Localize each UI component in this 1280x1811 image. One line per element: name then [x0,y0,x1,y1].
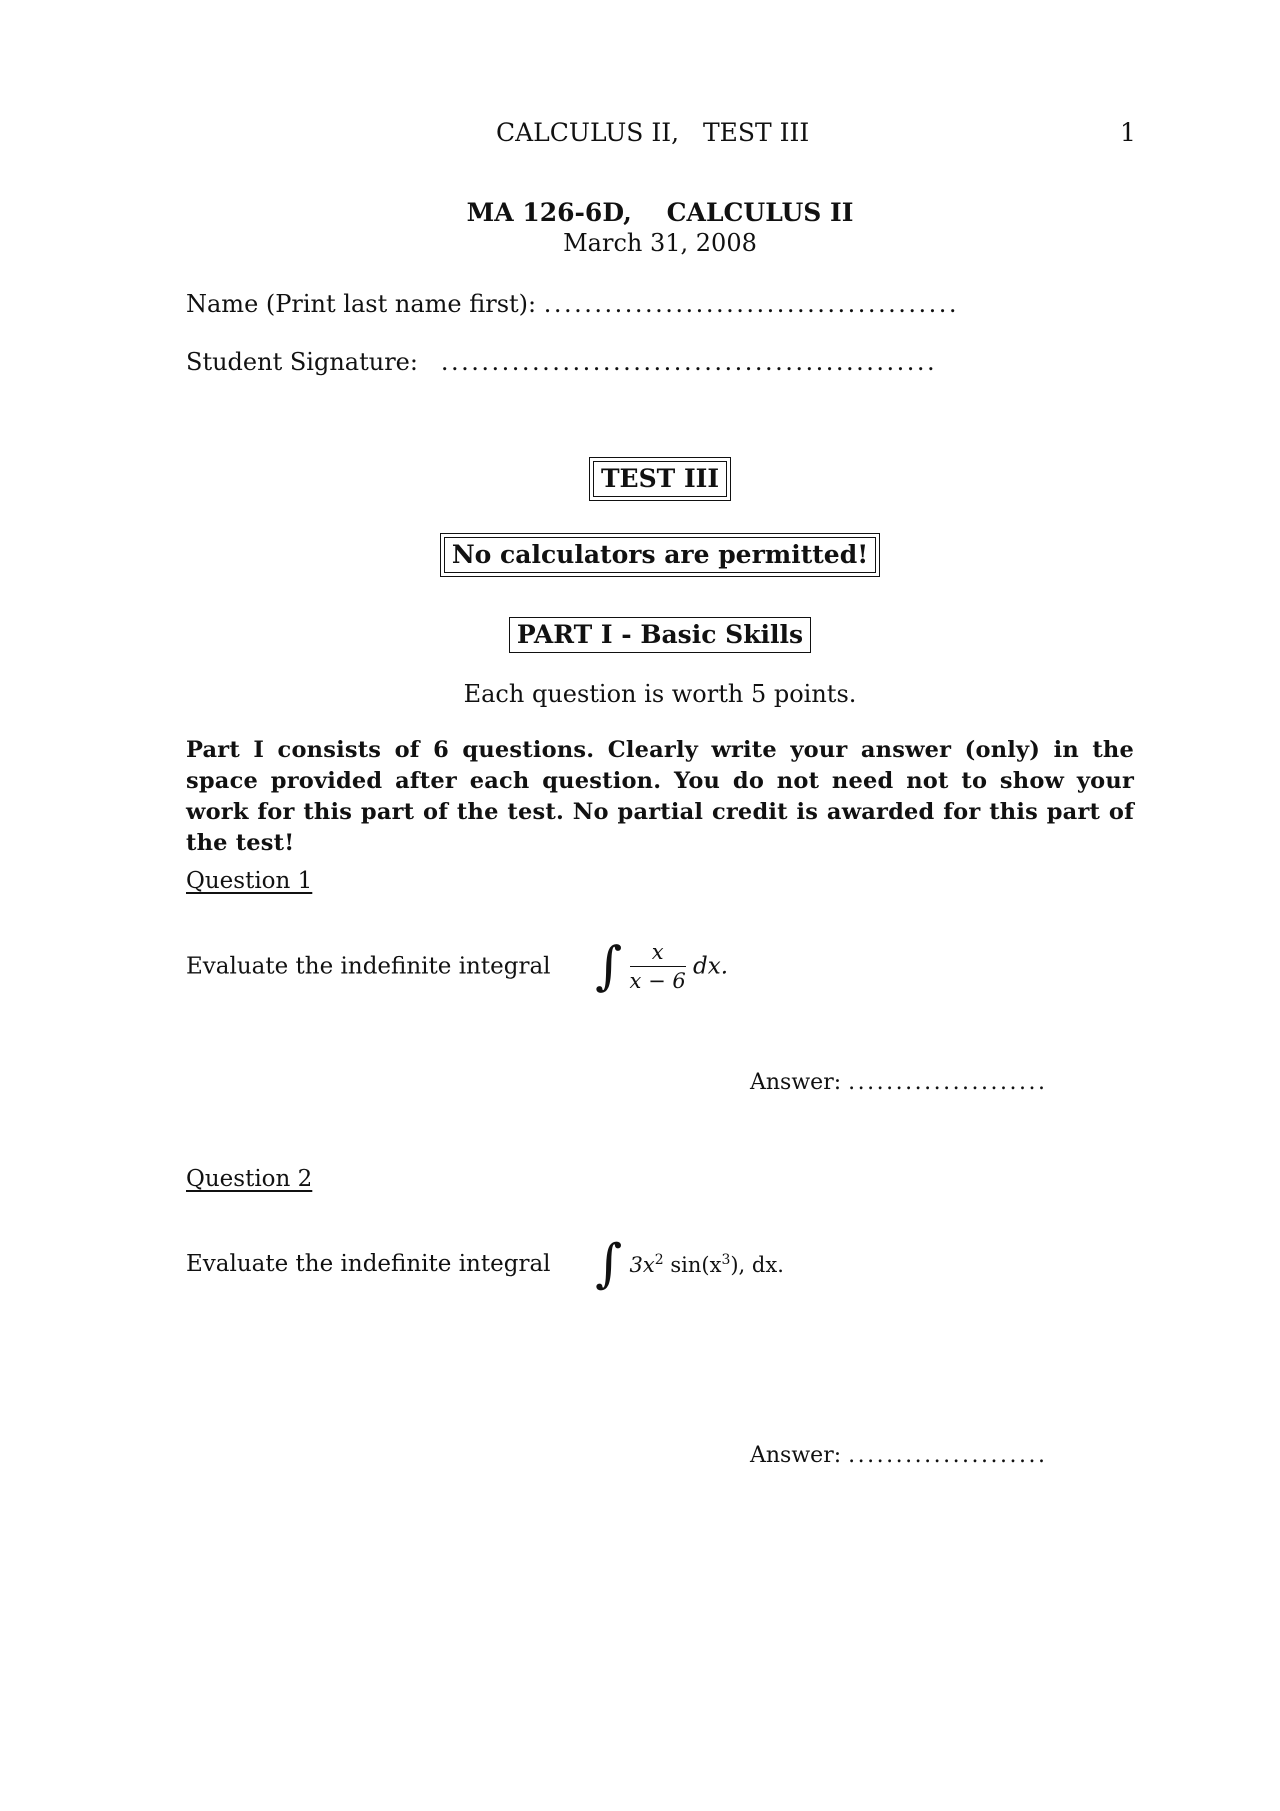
question-1-differential: dx. [693,953,729,980]
question-1-text: Evaluate the indefinite integral [186,953,551,980]
calculator-notice-box [0,533,1280,577]
question-1-answer-dots: ..................... [848,1070,1048,1095]
question-2-integrand: $3x^2$ $\sin(x^3)$, dx. [629,1251,784,1277]
question-2-prompt [186,1234,784,1294]
question-1-numerator: x [630,940,686,967]
test-label: TEST III [593,461,727,497]
name-label: Name (Print last name first): [186,290,537,318]
question-1-label: Question 1 [186,868,313,894]
name-field[interactable] [186,290,959,318]
page-number: 1 [1120,118,1136,147]
signature-field[interactable] [186,348,937,376]
question-2-label: Question 2 [186,1166,313,1192]
question-1-answer-label: Answer: [750,1070,842,1095]
integral-sign: ∫ [595,936,623,997]
running-test-label: TEST III [703,118,810,147]
signature-dots: ................................................. [440,348,938,376]
question-1-answer[interactable] [750,1070,1048,1095]
question-1-prompt [186,936,729,997]
calculator-notice: No calculators are permitted! [444,537,876,573]
points-note: Each question is worth 5 points. [463,680,857,708]
course-code: MA 126-6D, [466,198,632,227]
part-label-box [0,617,1280,653]
question-1-denominator: x − 6 [629,969,686,993]
instructions: Part I consists of 6 questions. Clearly write your answer (only) in the space provided after each question. You do not need not to show your work for this part of the test. No partial credit is awarded for this part of the test! [186,737,1134,856]
test-label-box [0,457,1280,501]
part-label: PART I - Basic Skills [509,617,811,653]
question-1-fraction [630,940,686,993]
name-dots: ......................................... [543,290,960,318]
integral-sign: ∫ [595,1234,623,1294]
signature-label: Student Signature: [186,348,418,376]
question-2-answer[interactable] [750,1443,1048,1468]
course-name: CALCULUS II [666,198,854,227]
question-2-text: Evaluate the indefinite integral [186,1251,551,1277]
course-title [0,198,1280,227]
exam-date: March 31, 2008 [563,229,757,257]
question-2-answer-label: Answer: [750,1443,842,1468]
running-title: CALCULUS II, [496,118,680,147]
question-2-answer-dots: ..................... [848,1443,1048,1468]
